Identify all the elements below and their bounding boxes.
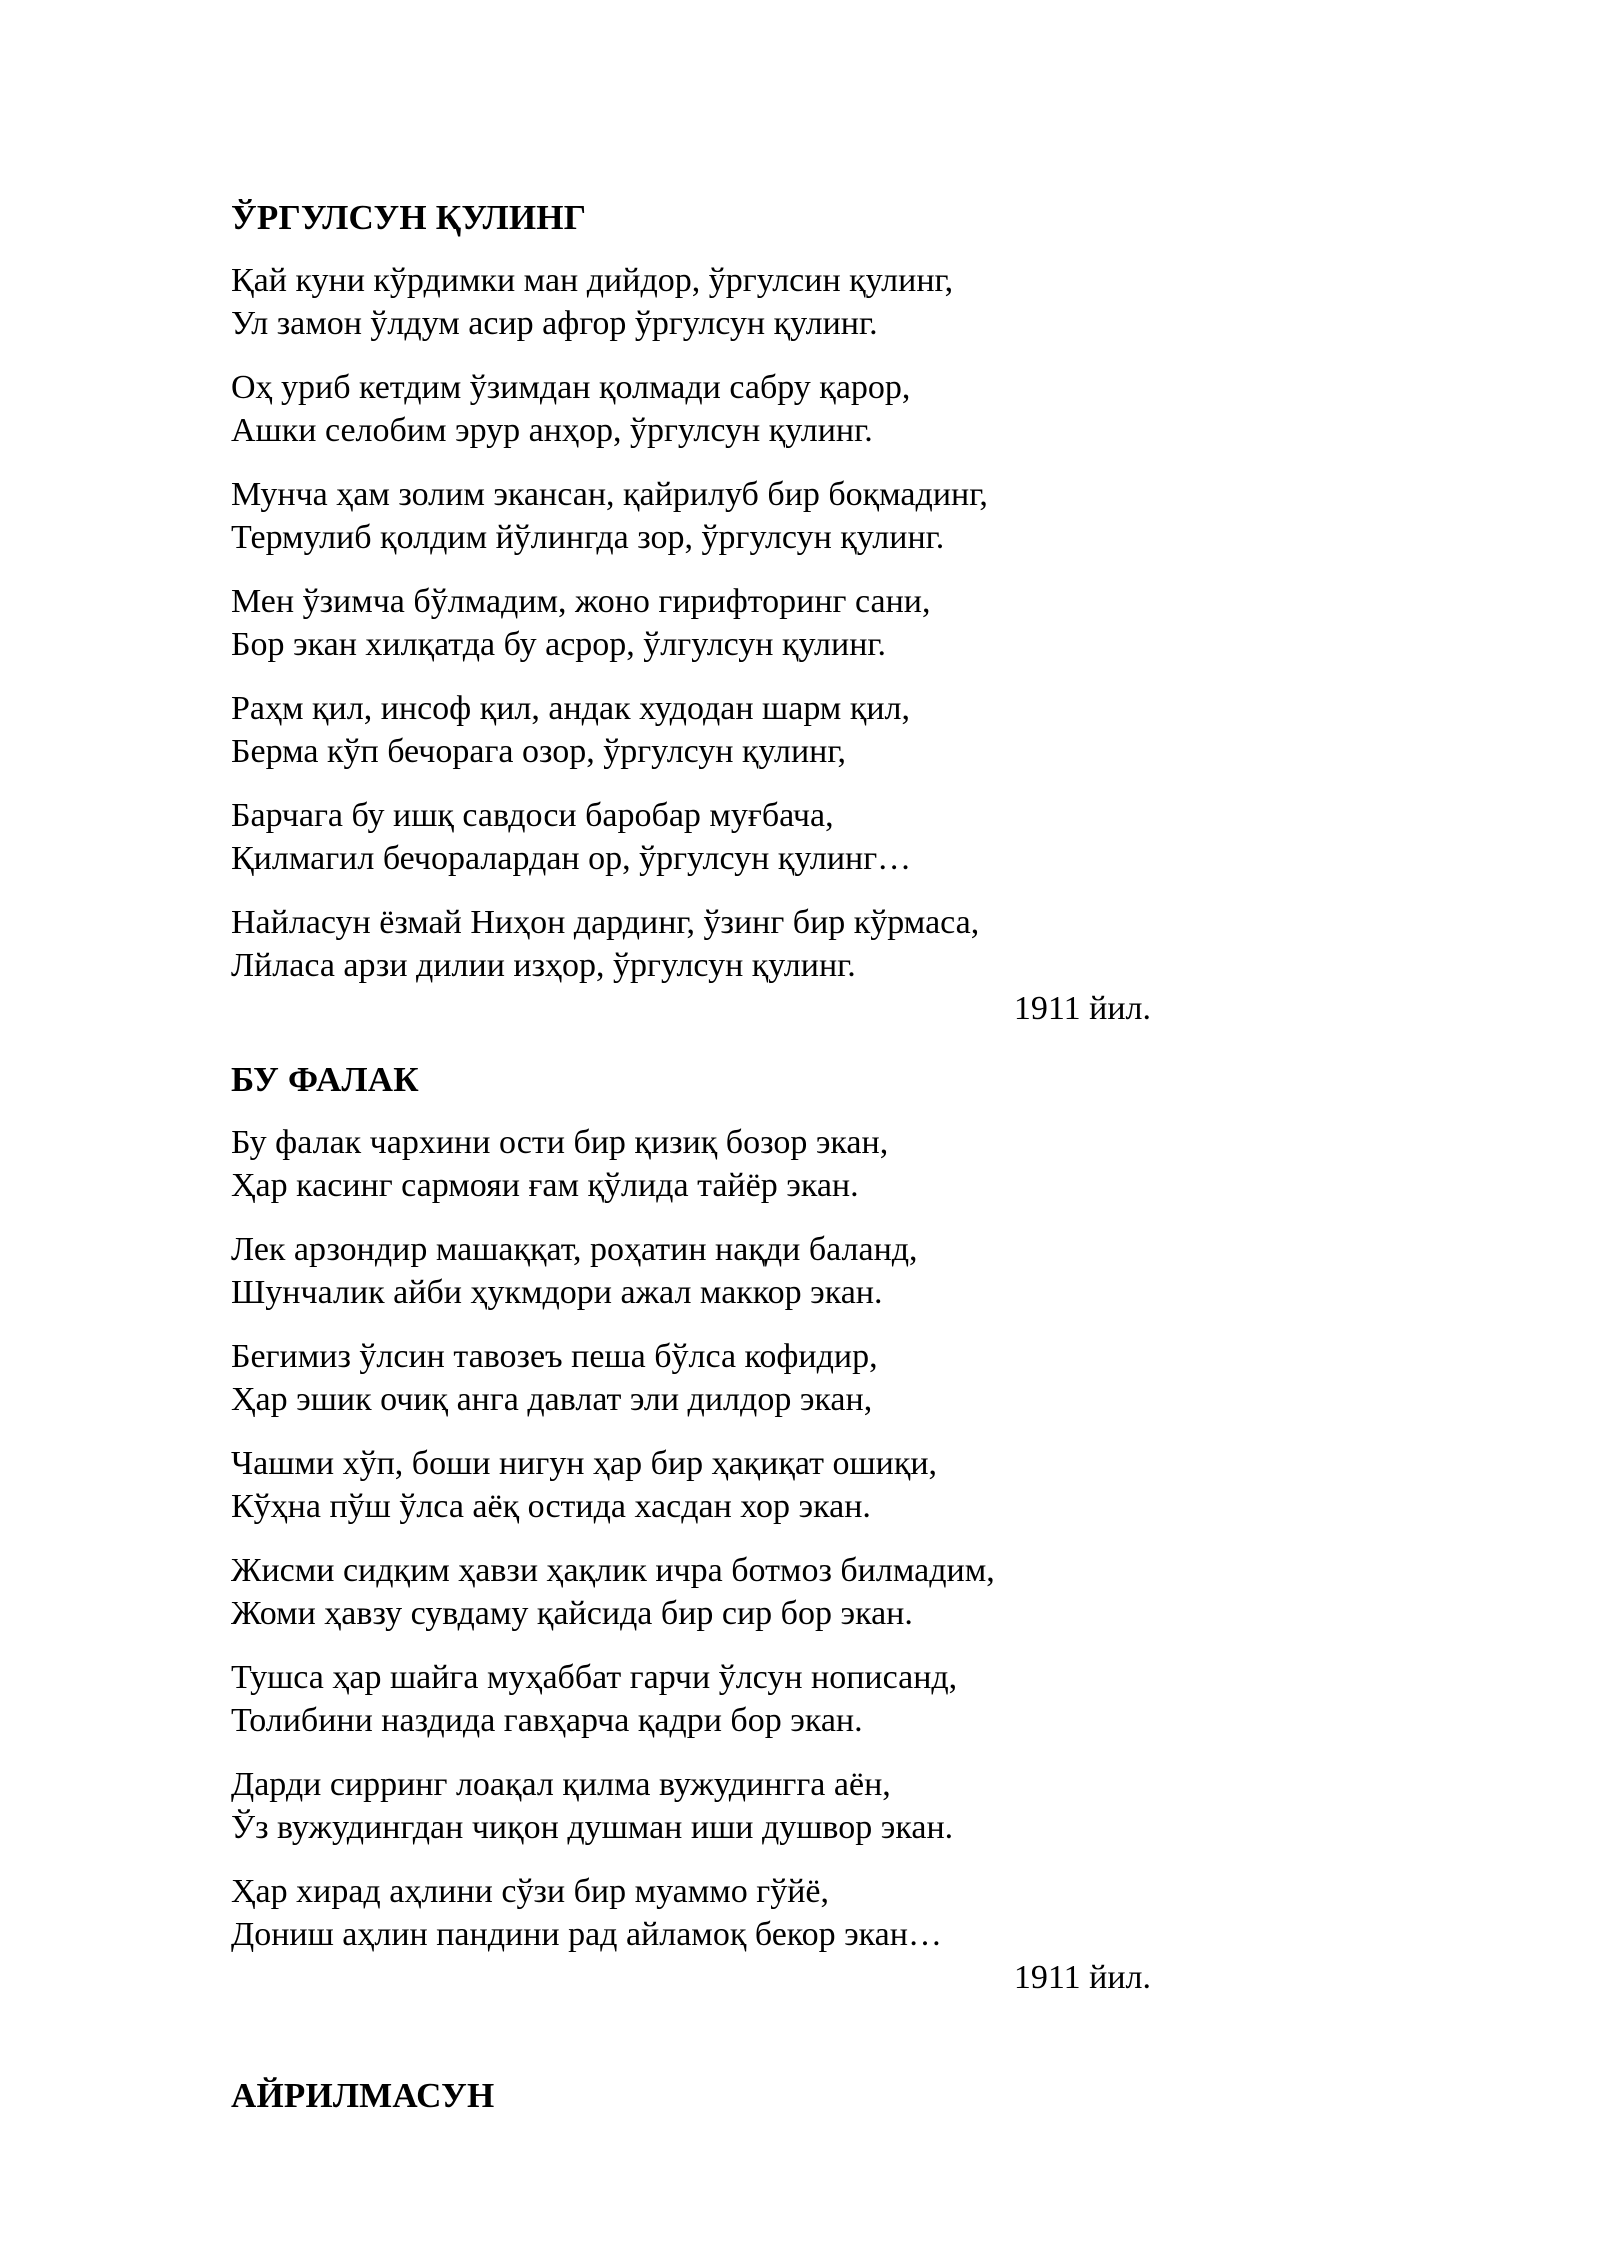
stanza: [231, 1549, 1151, 1635]
verse-line: Ул замон ўлдум асир афгор ўргулсун қулинг.: [231, 305, 878, 342]
verse-line: Мен ўзимча бўлмадим, жоно гирифторинг сани,: [231, 583, 931, 620]
verse-line: Кўҳна пўш ўлса аёқ остида хасдан хор экан.: [231, 1488, 871, 1525]
verse-line: Бегимиз ўлсин тавозеъ пеша бўлса кофидир,: [231, 1338, 878, 1375]
verse-line: Жисми сидқим ҳавзи ҳақлик ичра ботмоз билмадим,: [231, 1552, 995, 1589]
stanza: [231, 1442, 1151, 1528]
stanza: [231, 1121, 1151, 1207]
verse-line: Лек арзондир машаққат, роҳатин нақди баланд,: [231, 1231, 918, 1268]
verse-line: Шунчалик айби ҳукмдори ажал маккор экан.: [231, 1274, 883, 1311]
verse-line: Ҳар касинг сармояи ғам қўлида тайёр экан.: [231, 1167, 859, 1204]
stanza: [231, 687, 1151, 773]
verse-line: Термулиб қолдим йўлингда зор, ўргулсун қулинг.: [231, 519, 945, 556]
stanza: [231, 1763, 1151, 1849]
stanza: [231, 1870, 1151, 1956]
verse-line: Тушса ҳар шайга муҳаббат гарчи ўлсун нописанд,: [231, 1659, 958, 1696]
verse-line: Бу фалак чархини ости бир қизиқ бозор экан,: [231, 1124, 889, 1161]
stanza: [231, 901, 1151, 987]
stanza: [231, 473, 1151, 559]
verse-line: Дониш аҳлин пандини рад айламоқ бекор экан…: [231, 1916, 942, 1953]
stanza: [231, 366, 1151, 452]
stanza: [231, 580, 1151, 666]
verse-line: Ҳар хирад аҳлини сўзи бир муаммо гўйё,: [231, 1873, 830, 1910]
poem-ayrilmasun: [231, 2074, 1151, 2118]
verse-line: Раҳм қил, инсоф қил, андак худодан шарм қил,: [231, 690, 911, 727]
verse-line: Чашми хўп, боши нигун ҳар бир ҳақиқат ошиқи,: [231, 1445, 938, 1482]
verse-line: Бор экан хилқатда бу асрор, ўлгулсун қулинг.: [231, 626, 886, 663]
stanza: [231, 1335, 1151, 1421]
verse-line: Мунча ҳам золим экансан, қайрилуб бир боқмадинг,: [231, 476, 988, 513]
verse-line: Оҳ уриб кетдим ўзимдан қолмади сабру қарор,: [231, 369, 911, 406]
poem-urgulsun-quling: [231, 196, 1151, 1030]
verse-line: Ўз вужудингдан чиқон душман иши душвор экан.: [231, 1809, 954, 1846]
poem-title: ЎРГУЛСУН ҚУЛИНГ: [231, 198, 587, 237]
poem-date: 1911 йил.: [1013, 990, 1151, 1027]
verse-line: Лйласа арзи дилии изҳор, ўргулсун қулинг.: [231, 947, 856, 984]
verse-line: Ҳар эшик очиқ анга давлат эли дилдор экан,: [231, 1381, 873, 1418]
poem-title: БУ ФАЛАК: [231, 1060, 419, 1099]
verse-line: Найласун ёзмай Ниҳон дардинг, ўзинг бир кўрмаса,: [231, 904, 980, 941]
stanza: [231, 1656, 1151, 1742]
poem-bu-falak: [231, 1058, 1151, 1999]
verse-line: Қилмагил бечоралардан ор, ўргулсун қулинг…: [231, 840, 912, 877]
verse-line: Берма кўп бечорага озор, ўргулсун қулинг,: [231, 733, 846, 770]
verse-line: Дарди сирринг лоақал қилма вужудингга аён,: [231, 1766, 891, 1803]
verse-line: Жоми ҳавзу сувдаму қайсида бир сир бор экан.: [231, 1595, 913, 1632]
stanza: [231, 259, 1151, 345]
poem-title: АЙРИЛМАСУН: [231, 2076, 495, 2115]
verse-line: Ашки селобим эрур анҳор, ўргулсун қулинг.: [231, 412, 873, 449]
poem-date: 1911 йил.: [1013, 1959, 1151, 1996]
verse-line: Барчага бу ишқ савдоси баробар муғбача,: [231, 797, 834, 834]
verse-line: Қай куни кўрдимки ман дийдор, ўргулсин қулинг,: [231, 262, 954, 299]
stanza: [231, 794, 1151, 880]
verse-line: Толибини наздида гавҳарча қадри бор экан.: [231, 1702, 863, 1739]
stanza: [231, 1228, 1151, 1314]
